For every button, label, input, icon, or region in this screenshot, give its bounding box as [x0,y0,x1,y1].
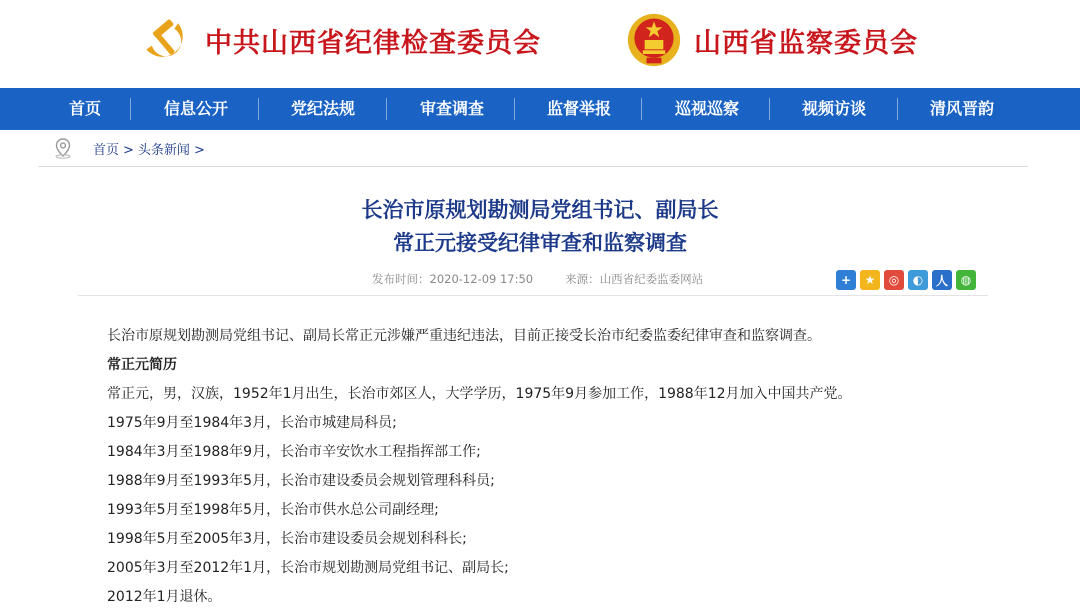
paragraph-profile: 常正元，男，汉族，1952年1月出生，长治市郊区人，大学学历，1975年9月参加工作，1988年12月加入中国共产党。 [107,386,852,402]
site-header [0,0,1080,88]
resume-item: 1988年9月至1993年5月，长治市建设委员会规划管理科科员; [107,473,495,489]
header-divider [78,295,988,296]
resume-item: 2012年1月退休。 [107,589,222,605]
breadcrumb-links [93,139,209,158]
wechat-icon[interactable]: ◍ [956,270,976,290]
resume-item: 1998年5月至2005年3月，长治市建设委员会规划科科长; [107,531,467,547]
nav-divider [514,98,515,120]
supervision-logo[interactable] [626,12,918,68]
left-title: 中共山西省纪律检查委员会 [205,27,541,59]
cpc-discipline-logo[interactable] [137,12,541,68]
nav-info-public[interactable]: 信息公开 [163,99,228,118]
nav-divider [386,98,387,120]
nav-report[interactable]: 监督举报 [546,99,611,118]
article-body [107,322,987,612]
location-pin-icon [52,137,74,159]
article-title-line-1: 长治市原规划勘测局党组书记、副局长 [361,198,719,222]
publish-time: 发布时间：2020-12-09 17:50 [372,272,534,286]
resume-item: 1975年9月至1984年3月，长治市城建局科员; [107,415,397,431]
renren-icon[interactable]: 人 [932,270,952,290]
national-emblem-icon [626,12,682,68]
article-meta [372,271,703,287]
right-title: 山西省监察委员会 [694,27,918,59]
breadcrumb-home[interactable]: 首页 [93,143,120,158]
resume-item: 2005年3月至2012年1月，长治市规划勘测局党组书记、副局长; [107,560,509,576]
nav-divider [130,98,131,120]
nav-home[interactable]: 首页 [68,99,101,118]
article-title [0,194,1080,260]
breadcrumb-section[interactable]: 头条新闻 [137,143,190,158]
nav-divider [258,98,259,120]
qzone-star-icon[interactable]: ★ [860,270,880,290]
breadcrumb [38,130,1028,167]
resume-heading: 常正元简历 [107,357,177,373]
nav-divider [897,98,898,120]
tencent-weibo-icon[interactable]: ◐ [908,270,928,290]
nav-regulations[interactable]: 党纪法规 [290,99,355,118]
nav-video[interactable]: 视频访谈 [801,99,866,118]
plus-share-icon[interactable]: + [836,270,856,290]
paragraph-lead: 长治市原规划勘测局党组书记、副局长常正元涉嫌严重违纪违法，目前正接受长治市纪委监委纪律审查和监察调查。 [107,328,821,344]
hammer-sickle-icon [137,12,193,68]
article-title-line-2: 常正元接受纪律审查和监察调查 [393,231,687,255]
resume-item: 1993年5月至1998年5月，长治市供水总公司副经理; [107,502,439,518]
nav-divider [769,98,770,120]
nav-divider [641,98,642,120]
article-source: 来源：山西省纪委监委网站 [565,272,704,286]
nav-culture[interactable]: 清风晋韵 [929,99,994,118]
breadcrumb-trailing: > [193,143,205,158]
share-bar [836,270,976,290]
nav-inspection[interactable]: 巡视巡察 [674,99,739,118]
weibo-icon[interactable]: ◎ [884,270,904,290]
nav-investigation[interactable]: 审查调查 [419,99,484,118]
main-nav [0,88,1080,130]
resume-item: 1984年3月至1988年9月，长治市辛安饮水工程指挥部工作; [107,444,481,460]
breadcrumb-separator: > [123,143,134,158]
